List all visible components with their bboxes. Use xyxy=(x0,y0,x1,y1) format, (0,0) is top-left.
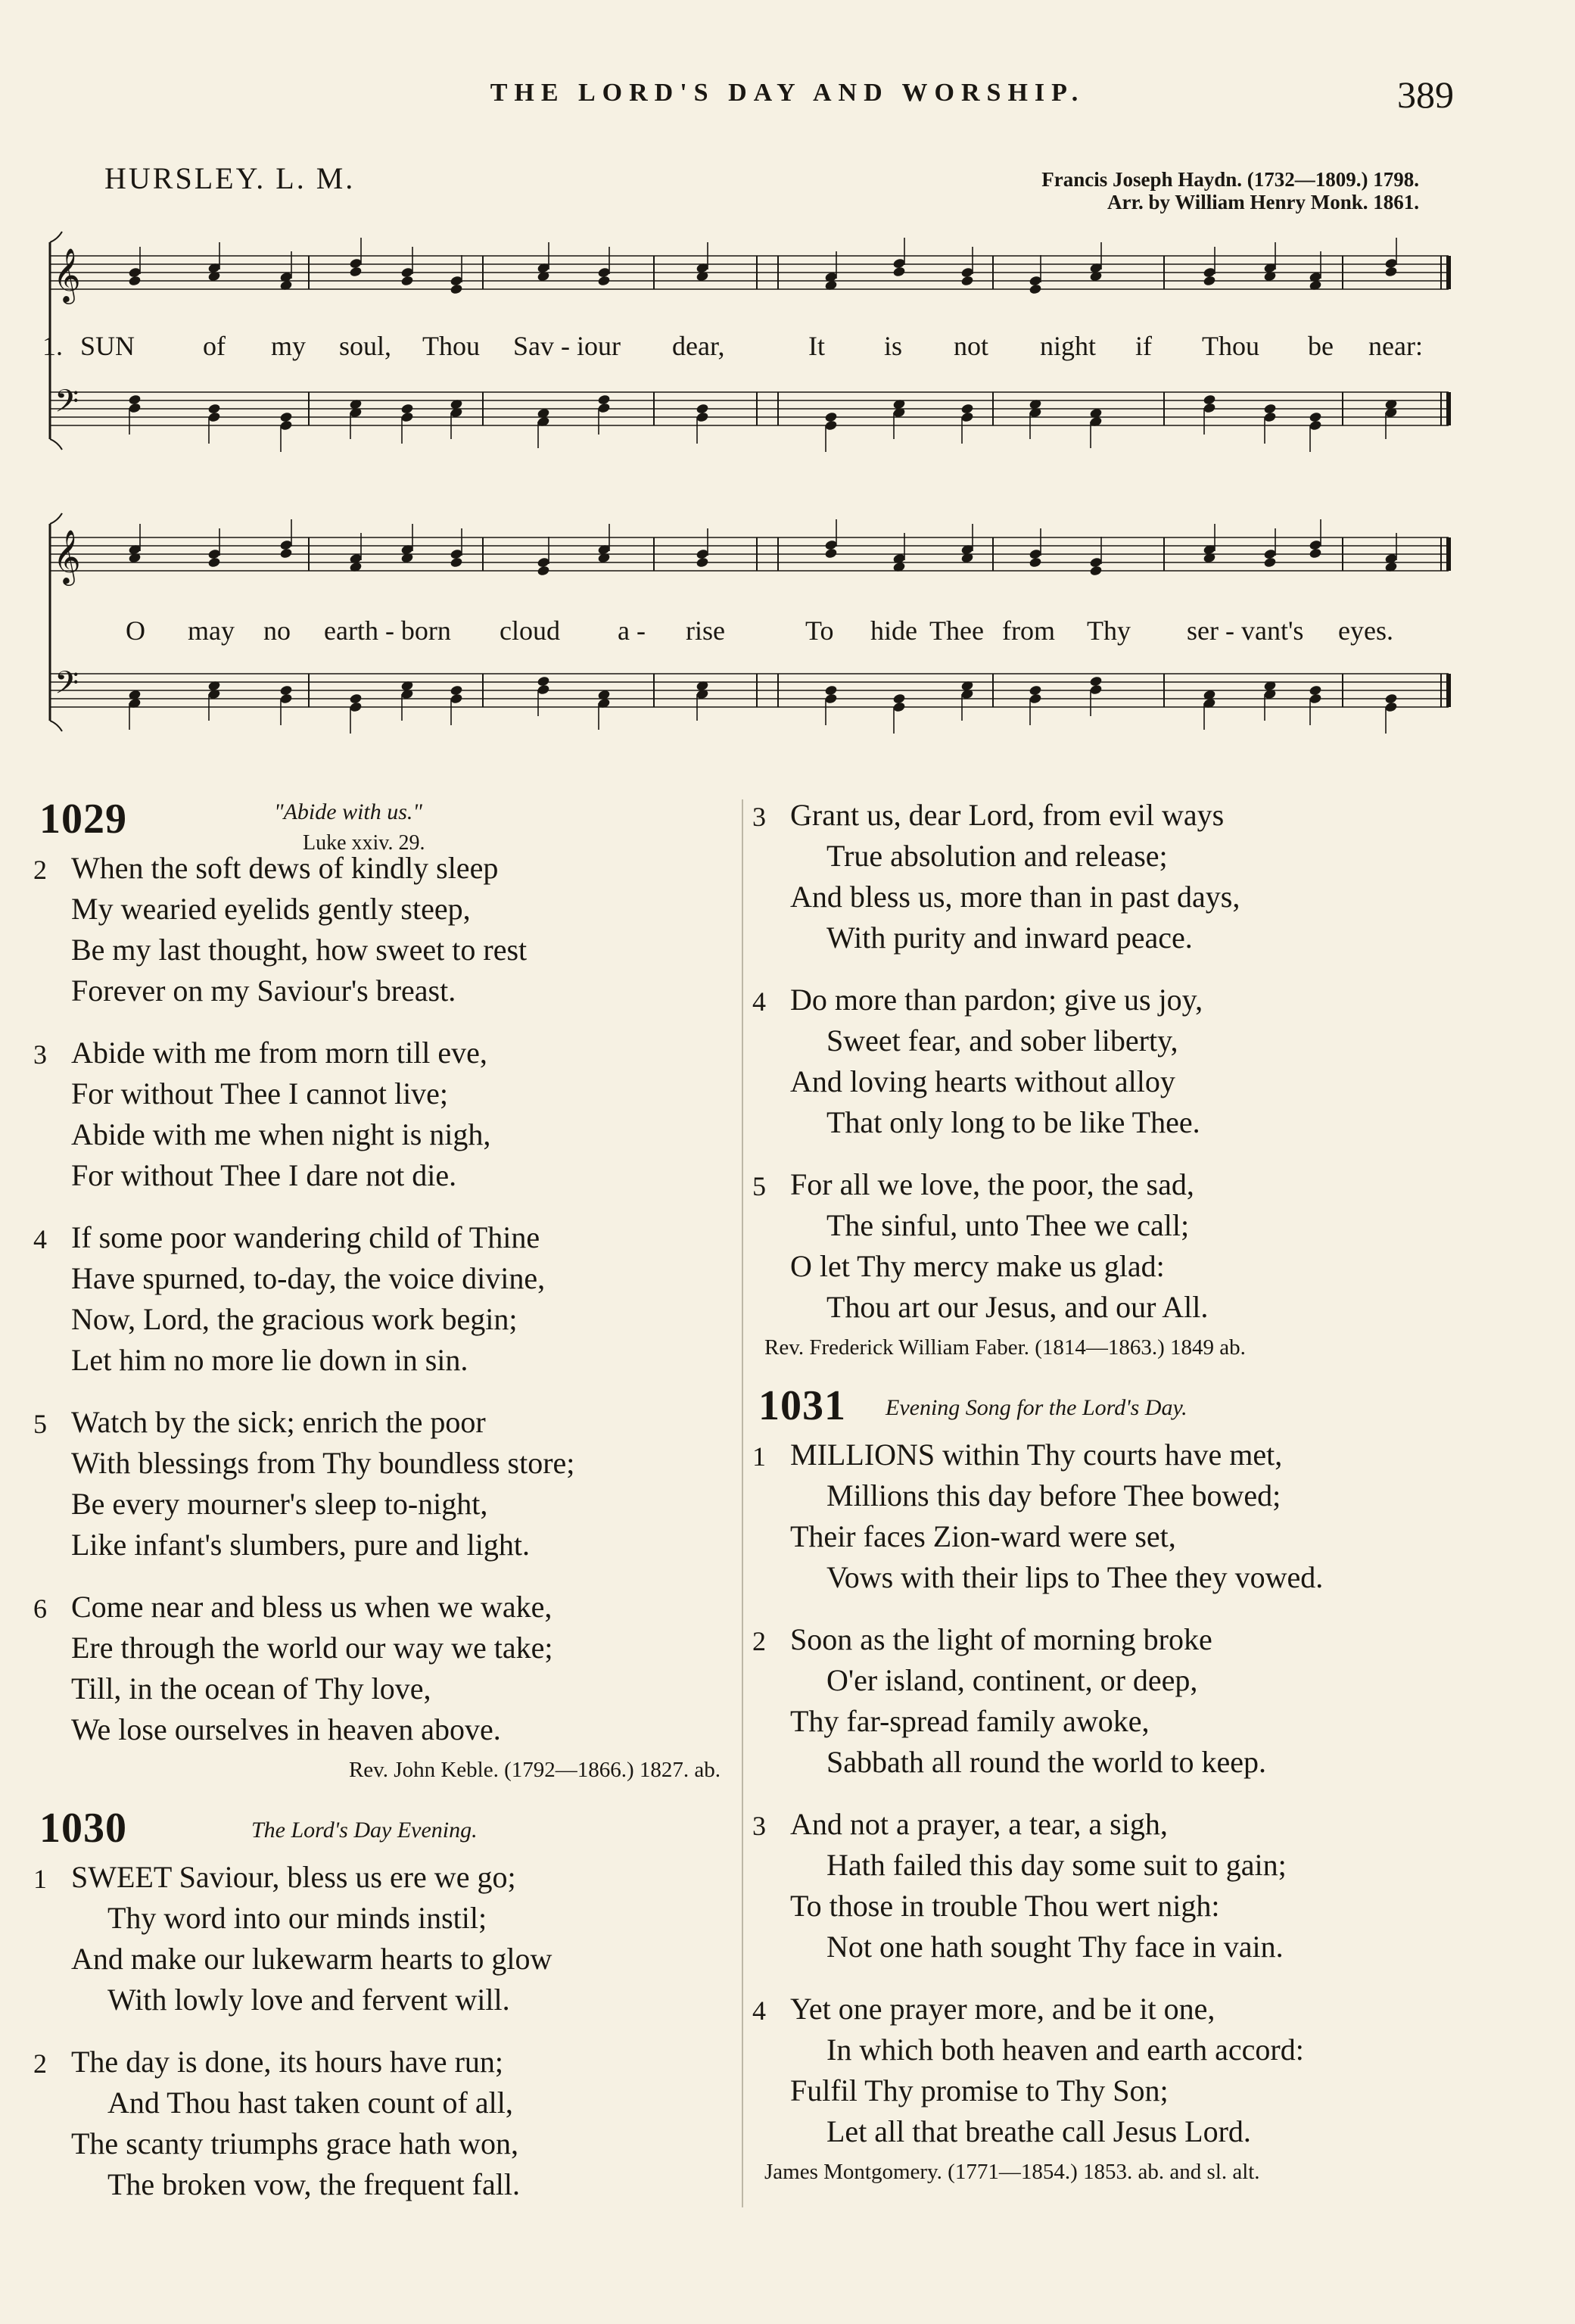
lyric-stanza-number: 1. xyxy=(42,331,63,361)
lyric-syllable: night xyxy=(1040,331,1097,361)
composer-credit: Francis Joseph Haydn. (1732—1809.) 1798. xyxy=(1041,168,1419,191)
music-system-1 xyxy=(29,220,1459,484)
stanza-line: Soon as the light of morning broke xyxy=(790,1622,1212,1656)
stanza-line: And not a prayer, a tear, a sigh, xyxy=(790,1807,1168,1841)
stanza-line: Be every mourner's sleep to-night, xyxy=(71,1487,488,1521)
stanza-line: Be my last thought, how sweet to rest xyxy=(71,933,528,967)
hymn-number: 1029 xyxy=(39,796,127,843)
music-system-2 xyxy=(29,500,1459,772)
hymn-1030-header xyxy=(30,1804,734,1857)
stanza-line: In which both heaven and earth accord: xyxy=(826,2033,1304,2067)
stanza-line: Let him no more lie down in sin. xyxy=(71,1343,468,1377)
lyric-syllable: O xyxy=(126,615,145,646)
stanza-line: Till, in the ocean of Thy love, xyxy=(71,1671,431,1706)
treble-clef-icon: 𝄞 xyxy=(53,247,81,302)
lyric-syllable: not xyxy=(954,331,989,361)
stanza xyxy=(749,795,1453,958)
hymn-1030-stanzas-continued xyxy=(749,795,1453,1328)
hymn-title: The Lord's Day Evening. xyxy=(251,1818,478,1843)
hymn-1029-header xyxy=(30,795,734,855)
hymn-number: 1031 xyxy=(758,1382,846,1429)
arranger-credit: Arr. by William Henry Monk. 1861. xyxy=(1107,191,1419,213)
stanza-line: Have spurned, to-day, the voice divine, xyxy=(71,1261,546,1295)
note-head xyxy=(1263,556,1277,568)
stanza xyxy=(749,1804,1453,1967)
hymn-1030-stanzas xyxy=(30,1857,734,2205)
stanza-line: Sabbath all round the world to keep. xyxy=(826,1745,1266,1779)
lyric-syllable: Thy xyxy=(1087,615,1131,646)
lyric-syllable: be xyxy=(1308,331,1334,361)
hymn-1031-stanzas xyxy=(749,1435,1453,2152)
bass-clef-icon: 𝄢 xyxy=(54,665,79,709)
lyric-syllable: rise xyxy=(686,615,725,646)
stanza-line: Sweet fear, and sober liberty, xyxy=(826,1023,1178,1058)
note-head xyxy=(960,275,974,286)
stanza-line: The broken vow, the frequent fall. xyxy=(107,2167,520,2201)
note-head xyxy=(1203,275,1216,286)
bass-clef-icon: 𝄢 xyxy=(54,383,79,427)
stanza-number: 2 xyxy=(33,855,47,885)
stanza-line: For all we love, the poor, the sad, xyxy=(790,1167,1194,1201)
note-head xyxy=(400,275,414,286)
note-head xyxy=(537,565,550,576)
stanza-line: With purity and inward peace. xyxy=(826,921,1193,955)
lyric-syllable: earth - born xyxy=(324,615,451,646)
lyric-syllable: eyes. xyxy=(1338,615,1393,646)
lyric-syllable: near: xyxy=(1368,331,1423,361)
treble-clef-icon: 𝄞 xyxy=(53,528,81,584)
note-head xyxy=(279,547,293,559)
stanza-line: O let Thy mercy make us glad: xyxy=(790,1249,1165,1283)
lyric-syllable: dear, xyxy=(672,331,725,361)
running-head: THE LORD'S DAY AND WORSHIP. xyxy=(490,79,1085,107)
stanza-line: With blessings from Thy boundless store; xyxy=(71,1446,575,1480)
lyric-syllable: Thee xyxy=(929,615,984,646)
lyric-syllable: cloud xyxy=(500,615,560,646)
stanza-number: 3 xyxy=(752,802,766,832)
stanza-number: 1 xyxy=(752,1441,766,1472)
stanza-line: Do more than pardon; give us joy, xyxy=(790,983,1203,1017)
stanza-line: Abide with me from morn till eve, xyxy=(71,1036,487,1070)
stanza-line: Their faces Zion-ward were set, xyxy=(790,1519,1176,1553)
stanza-number: 4 xyxy=(33,1224,47,1254)
note-head xyxy=(824,547,838,559)
stanza xyxy=(749,1435,1453,1598)
note-head xyxy=(892,266,906,277)
stanza-line: Watch by the sick; enrich the poor xyxy=(71,1405,486,1439)
stanza-line: Like infant's slumbers, pure and light. xyxy=(71,1528,530,1562)
stanza-line: Thy far-spread family awoke, xyxy=(790,1704,1150,1738)
note-head xyxy=(450,556,463,568)
lyric-syllable: It xyxy=(808,331,825,361)
stanza-number: 5 xyxy=(752,1171,766,1201)
right-column xyxy=(749,795,1453,2206)
note-head xyxy=(1089,565,1103,576)
stanza-number: 2 xyxy=(33,2048,47,2079)
note-head xyxy=(207,556,221,568)
left-column xyxy=(30,795,734,2226)
stanza-line: The scanty triumphs grace hath won, xyxy=(71,2126,518,2160)
stanza-number: 1 xyxy=(33,1864,47,1894)
stanza-number: 2 xyxy=(752,1626,766,1656)
stanza-line: Hath failed this day some suit to gain; xyxy=(826,1848,1287,1882)
hymn-title: "Abide with us." xyxy=(274,799,423,824)
bracket-hook xyxy=(50,439,62,450)
lyric-syllable: To xyxy=(805,615,834,646)
bracket-hook xyxy=(50,721,62,731)
stanza xyxy=(749,1989,1453,2152)
scripture-reference: Luke xxiv. 29. xyxy=(303,831,425,855)
stanza-number: 4 xyxy=(752,986,766,1017)
stanza xyxy=(30,2042,734,2205)
stanza-line: Let all that breathe call Jesus Lord. xyxy=(826,2114,1251,2148)
note-head xyxy=(1309,547,1322,559)
page-number: 389 xyxy=(1397,73,1454,116)
note-head xyxy=(349,266,363,277)
stanza-line: True absolution and release; xyxy=(826,839,1168,873)
stanza-line: To those in trouble Thou wert nigh: xyxy=(790,1889,1220,1923)
hymn-1029-author: Rev. John Keble. (1792—1866.) 1827. ab. xyxy=(348,1758,721,1782)
stanza xyxy=(749,1164,1453,1328)
lyric-syllable: may xyxy=(188,615,235,646)
stanza-line: For without Thee I cannot live; xyxy=(71,1076,449,1111)
stanza-line: The day is done, its hours have run; xyxy=(71,2045,503,2079)
stanza-line: Thou art our Jesus, and our All. xyxy=(826,1290,1209,1324)
stanza-line: Grant us, dear Lord, from evil ways xyxy=(790,798,1225,832)
note-head xyxy=(450,283,463,294)
bracket-hook xyxy=(50,232,62,242)
lyric-syllable: is xyxy=(884,331,903,361)
stanza-line: With lowly love and fervent will. xyxy=(107,1983,510,2017)
note-head xyxy=(597,275,611,286)
stanza-line: And bless us, more than in past days, xyxy=(790,880,1240,914)
lyric-syllable: of xyxy=(203,331,226,361)
stanza-line: And loving hearts without alloy xyxy=(790,1064,1175,1098)
stanza-line: Not one hath sought Thy face in vain. xyxy=(826,1930,1284,1964)
lyric-syllable: hide xyxy=(870,615,917,646)
note-head xyxy=(1029,556,1042,568)
stanza xyxy=(30,1217,734,1381)
tune-name: HURSLEY. L. M. xyxy=(104,161,356,195)
lyric-syllable: no xyxy=(263,615,291,646)
note-head xyxy=(128,275,142,286)
bracket-hook xyxy=(50,513,62,524)
stanza-line: If some poor wandering child of Thine xyxy=(71,1220,540,1254)
stanza-line: My wearied eyelids gently steep, xyxy=(71,892,471,926)
stanza-line: SWEET Saviour, bless us ere we go; xyxy=(71,1860,516,1894)
stanza-line: Come near and bless us when we wake, xyxy=(71,1590,552,1624)
stanza-line: When the soft dews of kindly sleep xyxy=(71,851,499,885)
stanza-line: O'er island, continent, or deep, xyxy=(826,1663,1198,1697)
stanza xyxy=(30,848,734,1011)
hymn-number: 1030 xyxy=(39,1805,127,1852)
lyric-syllable: a - xyxy=(618,615,646,646)
stanza xyxy=(30,1402,734,1565)
lyric-syllable: soul, xyxy=(339,331,392,361)
stanza-line: We lose ourselves in heaven above. xyxy=(71,1712,501,1746)
stanza-line: Millions this day before Thee bowed; xyxy=(826,1478,1281,1512)
stanza-line: And Thou hast taken count of all, xyxy=(107,2086,513,2120)
lyric-syllable: from xyxy=(1002,615,1055,646)
stanza-number: 3 xyxy=(752,1811,766,1841)
stanza-line: Thy word into our minds instil; xyxy=(107,1901,487,1935)
note-head xyxy=(1384,266,1398,277)
stanza xyxy=(749,980,1453,1143)
hymn-1031-header xyxy=(749,1382,1453,1435)
hymn-title: Evening Song for the Lord's Day. xyxy=(886,1395,1187,1420)
stanza-number: 3 xyxy=(33,1039,47,1070)
stanza xyxy=(30,1587,734,1750)
note-head xyxy=(1029,283,1042,294)
stanza-number: 5 xyxy=(33,1409,47,1439)
stanza-line: Forever on my Saviour's breast. xyxy=(71,974,456,1008)
stanza-line: Fulfil Thy promise to Thy Son; xyxy=(790,2073,1169,2107)
lyric-syllable: Thou xyxy=(1202,331,1259,361)
stanza-line: Abide with me when night is nigh, xyxy=(71,1117,491,1151)
hymn-1030-author: Rev. Frederick William Faber. (1814—1863.) 1849 ab. xyxy=(764,1335,1246,1360)
stanza-line: Ere through the world our way we take; xyxy=(71,1631,553,1665)
stanza-line: For without Thee I dare not die. xyxy=(71,1158,457,1192)
hymn-1031-author: James Montgomery. (1771—1854.) 1853. ab. and sl. alt. xyxy=(764,2160,1260,2184)
lyric-syllable: if xyxy=(1135,331,1152,361)
column-divider xyxy=(742,799,743,2207)
stanza-number: 4 xyxy=(752,1995,766,2026)
lyric-syllable: Thou xyxy=(422,331,480,361)
stanza-line: MILLIONS within Thy courts have met, xyxy=(790,1438,1283,1472)
stanza-line: Now, Lord, the gracious work begin; xyxy=(71,1302,518,1336)
note-head xyxy=(696,556,709,568)
stanza-line: Vows with their lips to Thee they vowed. xyxy=(826,1560,1324,1594)
stanza xyxy=(30,1033,734,1196)
stanza-number: 6 xyxy=(33,1593,47,1624)
stanza-line: The sinful, unto Thee we call; xyxy=(826,1208,1190,1242)
lyric-syllable: my xyxy=(271,331,307,361)
hymn-1029-stanzas xyxy=(30,848,734,1750)
stanza-line: And make our lukewarm hearts to glow xyxy=(71,1942,552,1976)
stanza xyxy=(749,1619,1453,1783)
lyric-syllable: Sav - iour xyxy=(513,331,621,361)
stanza-line: That only long to be like Thee. xyxy=(826,1105,1200,1139)
lyric-syllable: SUN xyxy=(80,331,135,361)
stanza-line: Yet one prayer more, and be it one, xyxy=(790,1992,1215,2026)
stanza xyxy=(30,1857,734,2020)
lyric-syllable: ser - vant's xyxy=(1187,615,1304,646)
